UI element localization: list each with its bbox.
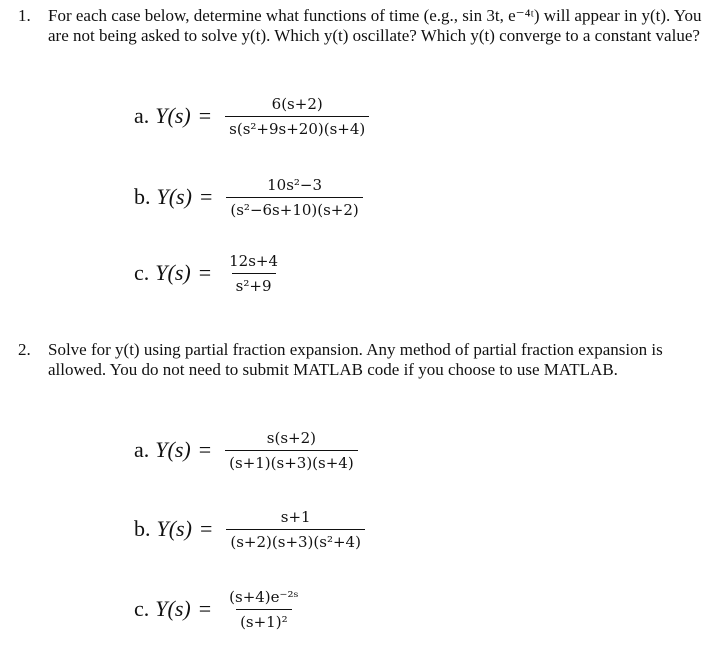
denominator: s(s²+9s+20)(s+4) <box>225 116 369 138</box>
fraction <box>225 252 282 295</box>
fraction <box>226 508 365 551</box>
problem-2 <box>18 340 708 380</box>
denominator: s²+9 <box>232 273 276 295</box>
equals-sign: = <box>198 103 212 128</box>
numerator: (s+4)e⁻²ˢ <box>229 587 299 606</box>
denominator: (s²−6s+10)(s+2) <box>226 197 362 219</box>
equation-1a <box>134 86 369 146</box>
equation-lhs: Y(s) <box>155 260 191 285</box>
denominator: (s+1)(s+3)(s+4) <box>225 450 358 472</box>
equation-lhs: Y(s) <box>155 103 191 128</box>
equation-label: c. <box>134 260 150 285</box>
equation-lhs: Y(s) <box>155 596 191 621</box>
fraction <box>225 588 302 631</box>
equation-2c <box>134 579 303 639</box>
equation-lhs: Y(s) <box>156 184 192 209</box>
equation-lhs: Y(s) <box>156 516 192 541</box>
equation-label: b. <box>134 184 151 209</box>
denominator: (s+2)(s+3)(s²+4) <box>226 529 365 551</box>
problem-number: 2. <box>18 340 31 359</box>
equals-sign: = <box>199 516 213 541</box>
problem-1 <box>18 6 708 46</box>
numerator: s(s+2) <box>266 428 317 447</box>
equals-sign: = <box>198 596 212 621</box>
equation-1b <box>134 167 363 227</box>
numerator: 12s+4 <box>229 251 279 270</box>
equals-sign: = <box>198 437 212 462</box>
problem-text: For each case below, determine what functions of time (e.g., sin 3t, e⁻⁴ᵗ) will appear in y(t). You are not being asked to solve y(t). Which y(t) oscillate? Which y(t) converge to a constant value? <box>48 6 702 45</box>
equation-label: b. <box>134 516 151 541</box>
equals-sign: = <box>199 184 213 209</box>
problem-number: 1. <box>18 6 31 25</box>
equation-label: c. <box>134 596 150 621</box>
equation-2b <box>134 499 365 559</box>
equation-lhs: Y(s) <box>155 437 191 462</box>
equation-label: a. <box>134 437 150 462</box>
equation-1c <box>134 243 282 303</box>
equation-2a <box>134 420 358 480</box>
fraction <box>226 176 362 219</box>
denominator: (s+1)² <box>236 609 292 631</box>
fraction <box>225 95 369 138</box>
numerator: 10s²−3 <box>267 175 323 194</box>
fraction <box>225 429 358 472</box>
problem-text: Solve for y(t) using partial fraction expansion. Any method of partial fraction expansion is allowed. You do not need to submit MATLAB code if you choose to use MATLAB. <box>48 340 663 379</box>
numerator: 6(s+2) <box>271 94 323 113</box>
equation-label: a. <box>134 103 150 128</box>
equals-sign: = <box>198 260 212 285</box>
numerator: s+1 <box>280 507 311 526</box>
